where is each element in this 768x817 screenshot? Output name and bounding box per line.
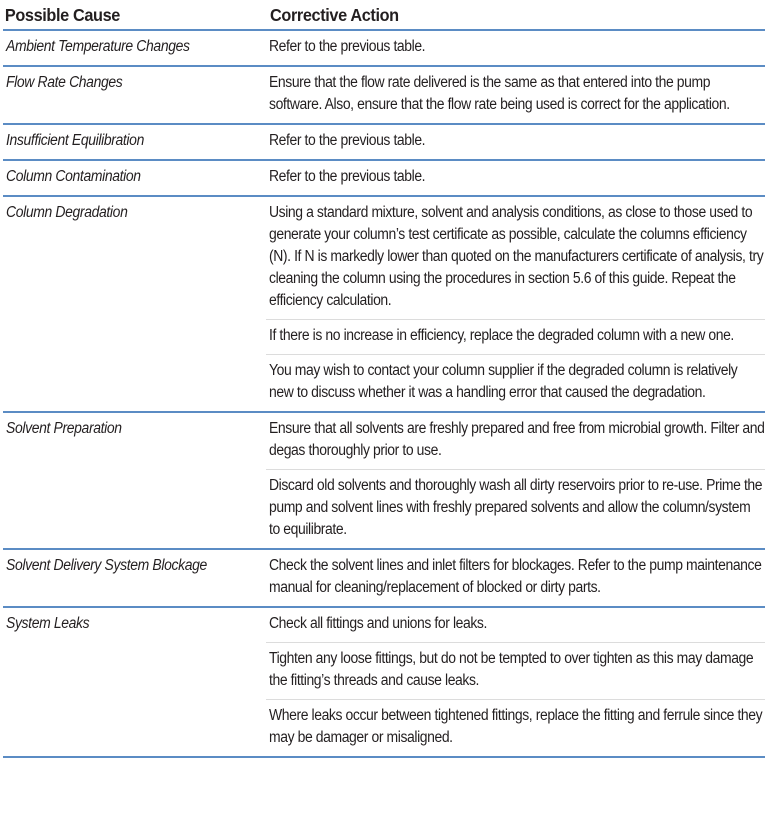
corrective-action-item bbox=[266, 608, 765, 642]
corrective-action-item bbox=[266, 699, 765, 756]
troubleshooting-table bbox=[3, 0, 765, 758]
corrective-action-text: Using a standard mixture, solvent and analysis conditions, as close to those used to generate your column’s test certificate as possible, calculate the columns efficiency (N). If N is markedly lower than quoted on the manufacturers certificate of analysis, try cleaning the column using the procedures in section 5.6 of this guide. Repeat the efficiency calculation. bbox=[269, 204, 764, 309]
header-possible-cause: Possible Cause bbox=[4, 5, 120, 25]
table-row bbox=[3, 67, 765, 125]
possible-cause-text: Ambient Temperature Changes bbox=[6, 38, 190, 55]
corrective-action-cell bbox=[266, 550, 765, 606]
table-row bbox=[3, 413, 765, 550]
table-body bbox=[3, 31, 765, 758]
corrective-action-text: Refer to the previous table. bbox=[269, 132, 426, 149]
table-row bbox=[3, 550, 765, 608]
corrective-action-text: Where leaks occur between tightened fittings, replace the fitting and ferrule since they may be damager or misaligned. bbox=[269, 707, 763, 746]
possible-cause-text: Flow Rate Changes bbox=[6, 74, 123, 91]
corrective-action-item bbox=[266, 642, 765, 699]
corrective-action-cell bbox=[266, 161, 765, 195]
corrective-action-cell bbox=[266, 413, 765, 548]
corrective-action-item bbox=[266, 67, 765, 123]
corrective-action-cell bbox=[266, 125, 765, 159]
possible-cause-cell bbox=[3, 608, 266, 756]
corrective-action-text: If there is no increase in efficiency, replace the degraded column with a new one. bbox=[269, 327, 734, 344]
table-row bbox=[3, 125, 765, 161]
corrective-action-cell bbox=[266, 67, 765, 123]
possible-cause-cell bbox=[3, 550, 266, 606]
header-corrective-action: Corrective Action bbox=[270, 5, 399, 25]
corrective-action-text: Refer to the previous table. bbox=[269, 168, 426, 185]
possible-cause-cell bbox=[3, 413, 266, 548]
corrective-action-text: Refer to the previous table. bbox=[269, 38, 426, 55]
corrective-action-item bbox=[266, 31, 765, 65]
possible-cause-text: Solvent Preparation bbox=[6, 420, 122, 437]
corrective-action-text: Discard old solvents and thoroughly wash all dirty reservoirs prior to re-use. Prime the pump and solvent lines with freshly prepared solvents and allow the column/system to equilibrate. bbox=[269, 477, 763, 538]
possible-cause-cell bbox=[3, 125, 266, 159]
possible-cause-cell bbox=[3, 161, 266, 195]
corrective-action-item bbox=[266, 550, 765, 606]
corrective-action-text: You may wish to contact your column supplier if the degraded column is relatively new to discuss whether it was a handling error that caused the degradation. bbox=[269, 362, 738, 401]
table-row bbox=[3, 197, 765, 413]
possible-cause-text: Column Contamination bbox=[6, 168, 141, 185]
possible-cause-cell bbox=[3, 31, 266, 65]
table-header bbox=[3, 2, 765, 31]
corrective-action-item bbox=[266, 413, 765, 469]
table-row bbox=[3, 31, 765, 67]
corrective-action-item bbox=[266, 354, 765, 411]
possible-cause-text: Insufficient Equilibration bbox=[6, 132, 144, 149]
corrective-action-cell bbox=[266, 197, 765, 411]
corrective-action-text: Ensure that all solvents are freshly prepared and free from microbial growth. Filter and degas thoroughly prior to use. bbox=[269, 420, 765, 459]
table-row bbox=[3, 161, 765, 197]
corrective-action-item bbox=[266, 469, 765, 548]
possible-cause-cell bbox=[3, 197, 266, 411]
corrective-action-text: Check the solvent lines and inlet filters for blockages. Refer to the pump maintenance manual for cleaning/replacement of blocked or dirty parts. bbox=[269, 557, 762, 596]
corrective-action-text: Check all fittings and unions for leaks. bbox=[269, 615, 487, 632]
corrective-action-item bbox=[266, 161, 765, 195]
corrective-action-cell bbox=[266, 31, 765, 65]
possible-cause-cell bbox=[3, 67, 266, 123]
corrective-action-cell bbox=[266, 608, 765, 756]
possible-cause-text: Column Degradation bbox=[6, 204, 128, 221]
corrective-action-text: Tighten any loose fittings, but do not be tempted to over tighten as this may damage the fitting’s threads and cause leaks. bbox=[269, 650, 754, 689]
possible-cause-text: Solvent Delivery System Blockage bbox=[6, 557, 207, 574]
possible-cause-text: System Leaks bbox=[6, 615, 90, 632]
table-row bbox=[3, 608, 765, 758]
corrective-action-item bbox=[266, 125, 765, 159]
corrective-action-item bbox=[266, 197, 765, 319]
corrective-action-text: Ensure that the flow rate delivered is the same as that entered into the pump software. Also, ensure that the flow rate being used is correct for the application. bbox=[269, 74, 730, 113]
corrective-action-item bbox=[266, 319, 765, 354]
